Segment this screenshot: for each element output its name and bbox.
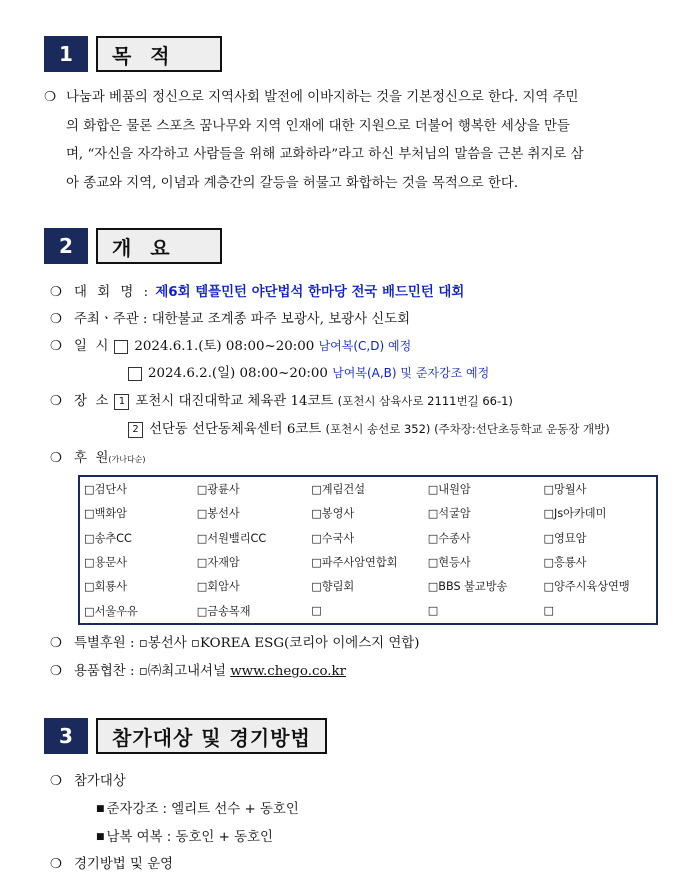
- event-name-label: 대 회 명 :: [74, 285, 152, 300]
- method-label: 경기방법 및 운영: [74, 857, 174, 872]
- bullet-icon: ❍: [50, 664, 63, 679]
- method-row: [50, 853, 173, 872]
- sponsor-cell: □: [427, 604, 439, 618]
- special-sponsor-row: [50, 632, 419, 651]
- sponsor-cell: □: [543, 604, 555, 618]
- sponsor-cell: □양주시육상연맹: [543, 580, 630, 594]
- date-1: 2024.6.1.(토) 08:00~20:00: [134, 339, 315, 354]
- goods-sponsor-row: [50, 660, 346, 679]
- sponsor-cell: □봉영사: [311, 507, 355, 521]
- sponsor-cell: □회암사: [196, 580, 240, 594]
- venue-number: 2: [128, 422, 143, 438]
- host-label: 주최ㆍ주관 :: [74, 312, 148, 327]
- sponsor-cell: □계림건설: [311, 483, 366, 497]
- section-number: 2: [44, 228, 88, 264]
- bullet-icon: ❍: [44, 90, 57, 105]
- sponsor-cell: □망월사: [543, 483, 587, 497]
- sponsor-cell: □봉선사: [196, 507, 240, 521]
- sponsor-cell: □백화암: [84, 507, 127, 521]
- date-2: 2024.6.2.(일) 08:00~20:00: [148, 366, 328, 381]
- venue-row-2: [128, 418, 610, 438]
- venue-1-address: (포천시 삼육사로 2111번길 66-1): [337, 394, 513, 408]
- sponsor-cell: □수종사: [427, 531, 471, 545]
- host-row: [50, 308, 410, 327]
- sponsor-cell: □Js아카데미: [543, 507, 607, 521]
- venue-2: 선단동 선단동체육센터 6코트: [149, 422, 322, 437]
- sponsor-note: (가나다순): [108, 455, 146, 464]
- sponsor-cell: □자재암: [196, 556, 240, 570]
- list-item: [96, 826, 273, 845]
- section-title: 개 요: [96, 228, 222, 264]
- date-1-note: 남여복(C,D) 예정: [318, 339, 412, 353]
- section-1-header: [44, 36, 222, 72]
- date-row-1: [50, 335, 411, 354]
- venue-1: 포천시 대진대학교 체육관 14코트: [135, 394, 334, 409]
- bullet-icon: ❍: [50, 774, 63, 789]
- sponsor-cell: □회룡사: [84, 580, 127, 594]
- sponsor-cell: □수국사: [311, 531, 355, 545]
- sponsor-cell: □현등사: [427, 556, 471, 570]
- purpose-line: 아 종교와 지역, 이념과 계층간의 갈등을 허물고 화합하는 것을 목적으로 한다.: [66, 175, 519, 191]
- sponsor-cell: □광륜사: [196, 483, 240, 497]
- bullet-icon: ❍: [50, 285, 63, 300]
- table-row: [79, 501, 657, 525]
- sponsor-row: [50, 447, 146, 466]
- bullet-icon: ❍: [50, 857, 63, 872]
- section-number: 3: [44, 718, 88, 754]
- list-item: [96, 798, 299, 817]
- section-title: 참가대상 및 경기방법: [96, 718, 327, 754]
- target-item: 준자강조 : 엘리트 선수 + 동호인: [106, 802, 299, 817]
- checkbox-icon: [128, 367, 142, 381]
- sponsor-cell: □향림회: [311, 580, 355, 594]
- table-row: [79, 550, 657, 574]
- sponsor-cell: □석굴암: [427, 507, 471, 521]
- sponsor-table: [78, 475, 658, 625]
- bullet-icon: ❍: [50, 339, 63, 354]
- sponsor-label: 후 원: [74, 451, 109, 466]
- sponsor-cell: □영묘암: [543, 531, 587, 545]
- sponsor-website-link[interactable]: www.chego.co.kr: [230, 664, 347, 679]
- event-name: 제6회 템플민턴 야단법석 한마당 전국 배드민턴 대회: [155, 285, 465, 300]
- purpose-line: 의 화합은 물론 스포츠 꿈나무와 지역 인재에 대한 지원으로 더불어 행복한 세상을 만들: [66, 118, 570, 134]
- venue-number: 1: [114, 394, 129, 410]
- target-item: 남복 여복 : 동호인 + 동호인: [106, 830, 273, 845]
- sponsor-cell: □서울우유: [84, 604, 138, 618]
- special-sponsor-value: ▫봉선사 ▫KOREA ESG(코리아 이에스지 연합): [138, 636, 420, 651]
- checkbox-icon: [114, 340, 128, 354]
- section-title: 목 적: [96, 36, 222, 72]
- target-label: 참가대상: [74, 774, 126, 789]
- square-bullet-icon: ■: [96, 832, 105, 842]
- purpose-line: 며, “자신을 자각하고 사람들을 위해 교화하라”라고 하신 부처님의 말씀을 근본 취지로 삼: [66, 147, 584, 163]
- table-row: [79, 598, 657, 623]
- sponsor-cell: □금송목재: [196, 604, 251, 618]
- event-name-row: [50, 281, 464, 300]
- sponsor-cell: □파주사암연합회: [311, 556, 398, 570]
- section-3-header: [44, 718, 327, 754]
- sponsor-cell: □흥룡사: [543, 556, 587, 570]
- sponsor-cell: □내원암: [427, 483, 471, 497]
- sponsor-cell: □서원밸리CC: [196, 531, 267, 545]
- bullet-icon: ❍: [50, 312, 63, 327]
- bullet-icon: ❍: [50, 451, 63, 466]
- date-row-2: [128, 362, 489, 381]
- venue-row-1: [50, 390, 513, 410]
- host-value: 대한불교 조계종 파주 보광사, 보광사 신도회: [151, 312, 411, 327]
- table-row: [79, 476, 657, 501]
- bullet-icon: ❍: [50, 636, 63, 651]
- sponsor-cell: □BBS 불교방송: [427, 580, 508, 594]
- purpose-paragraph: [44, 84, 684, 198]
- sponsor-cell: □용문사: [84, 556, 127, 570]
- date-label: 일 시: [74, 339, 109, 354]
- section-2-header: [44, 228, 222, 264]
- goods-sponsor-label: 용품협찬 :: [74, 664, 135, 679]
- purpose-line: 나눔과 베품의 정신으로 지역사회 발전에 이바지하는 것을 기본정신으로 한다. 지역 주민: [66, 90, 579, 105]
- section-number: 1: [44, 36, 88, 72]
- table-row: [79, 574, 657, 598]
- sponsor-cell: □: [311, 604, 322, 618]
- square-bullet-icon: ■: [96, 804, 105, 814]
- sponsor-cell: □검단사: [84, 483, 127, 497]
- sponsor-cell: □송추CC: [84, 531, 132, 545]
- date-2-note: 남여복(A,B) 및 준자강조 예정: [332, 366, 490, 380]
- venue-2-address: (포천시 송선로 352) (주차장:선단초등학교 운동장 개방): [325, 422, 610, 436]
- table-row: [79, 526, 657, 550]
- special-sponsor-label: 특별후원 :: [74, 636, 135, 651]
- bullet-icon: ❍: [50, 394, 63, 409]
- venue-label: 장 소: [74, 394, 109, 409]
- target-row: [50, 770, 126, 789]
- goods-sponsor-value: ▫㈜최고내셔널: [138, 664, 226, 679]
